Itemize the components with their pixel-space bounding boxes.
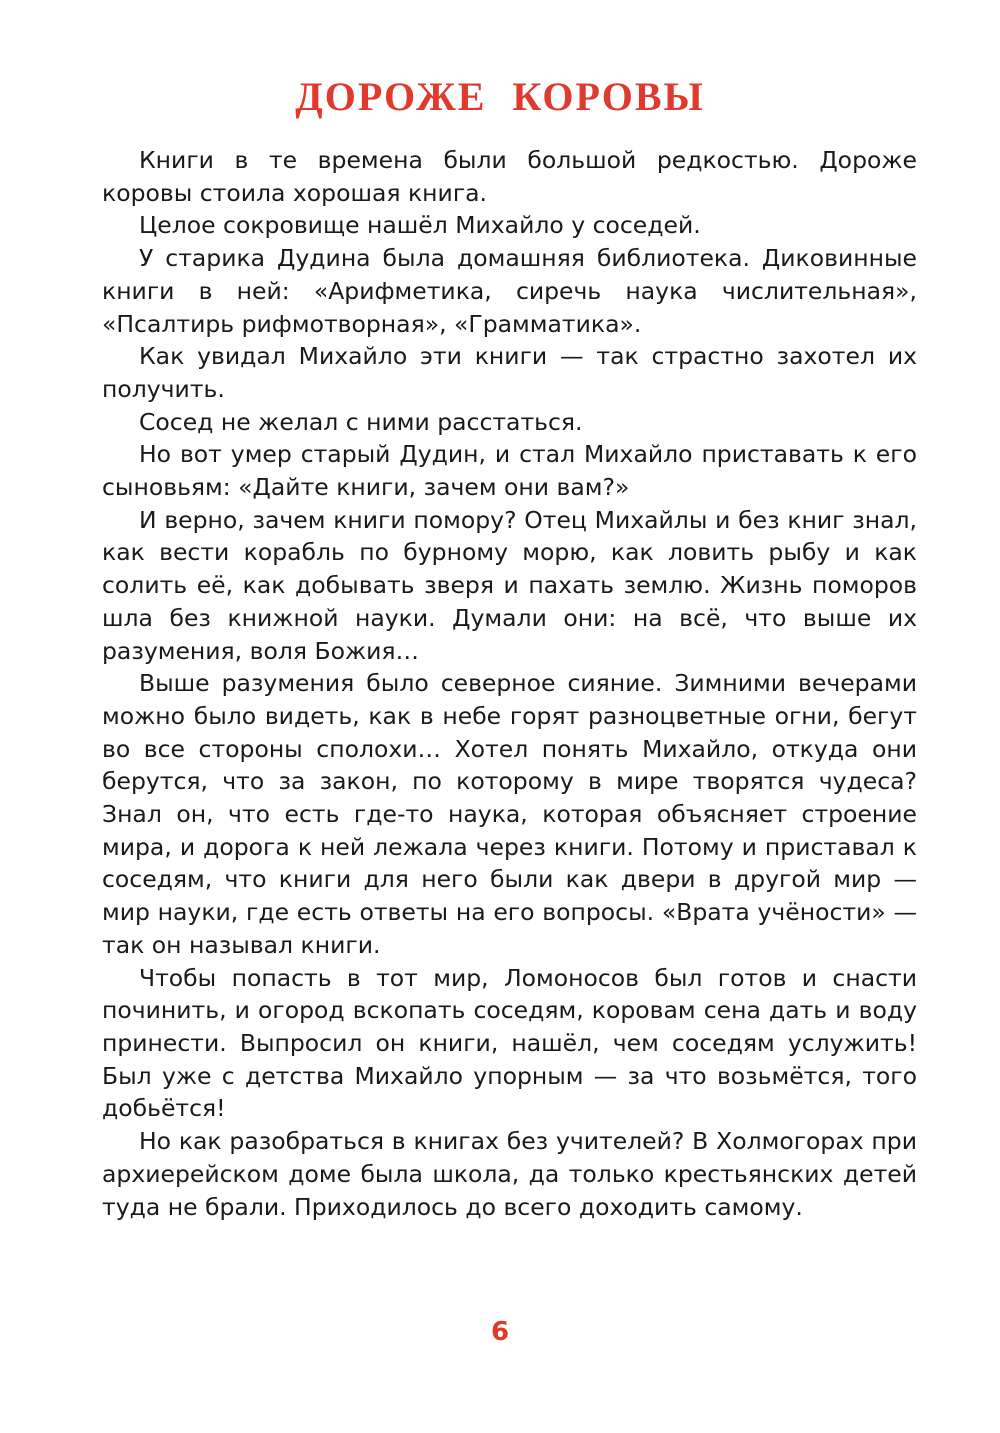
paragraph: У старика Дудина была домашняя библиотека. Диковинные книги в ней: «Арифметика, сиречь наука числительная», «Псалтирь рифмотворная», «Грамматика». [102,244,917,338]
paragraph: Чтобы попасть в тот мир, Ломоносов был готов и снасти починить, и огород вскопать соседям, коровам сена дать и воду принести. Выпросил он книги, нашёл, чем соседям услужить! Был уже с детства Михайло упорным — за что возьмётся, того добьётся! [102,963,917,1123]
paragraph: Сосед не желал с ними расстаться. [139,407,583,436]
paragraph: И верно, зачем книги помору? Отец Михайлы и без книг знал, как вести корабль по бурному морю, как ловить рыбу и как солить её, как добывать зверя и пахать землю. Жизнь поморов шла без книжной науки. Думали они: на всё, что выше их разумения, воля Божия… [102,505,917,665]
body-text [102,144,917,1223]
paragraph: Выше разумения было северное сияние. Зимними вечерами можно было видеть, как в небе горят разноцветные огни, бегут во все стороны сполохи… Хотел понять Михайло, откуда они берутся, что за закон, по которому в мире творятся чудеса? Знал он, что есть где-то наука, которая объясняет строение мира, и дорога к ней лежала через книги. Потому и приставал к соседям, что книги для него были как двери в другой мир — мир науки, где есть ответы на его вопросы. «Врата учёности» — так он называл книги. [102,669,917,959]
chapter-title: ДОРОЖЕ КОРОВЫ [295,74,705,119]
paragraph: Как увидал Михайло эти книги — так страстно захотел их получить. [102,342,917,403]
page-number: 6 [490,1317,510,1347]
paragraph: Но как разобраться в книгах без учителей? В Холмогорах при архиерейском доме была школа, да только крестьянских детей туда не брали. Приходилось до всего доходить самому. [102,1127,917,1221]
paragraph: Но вот умер старый Дудин, и стал Михайло приставать к его сыновьям: «Дайте книги, зачем они вам?» [102,440,917,502]
paragraph: Целое сокровище нашёл Михайло у соседей. [139,211,701,240]
paragraph: Книги в те времена были большой редкостью. Дороже коровы стоила хорошая книга. [102,146,917,207]
